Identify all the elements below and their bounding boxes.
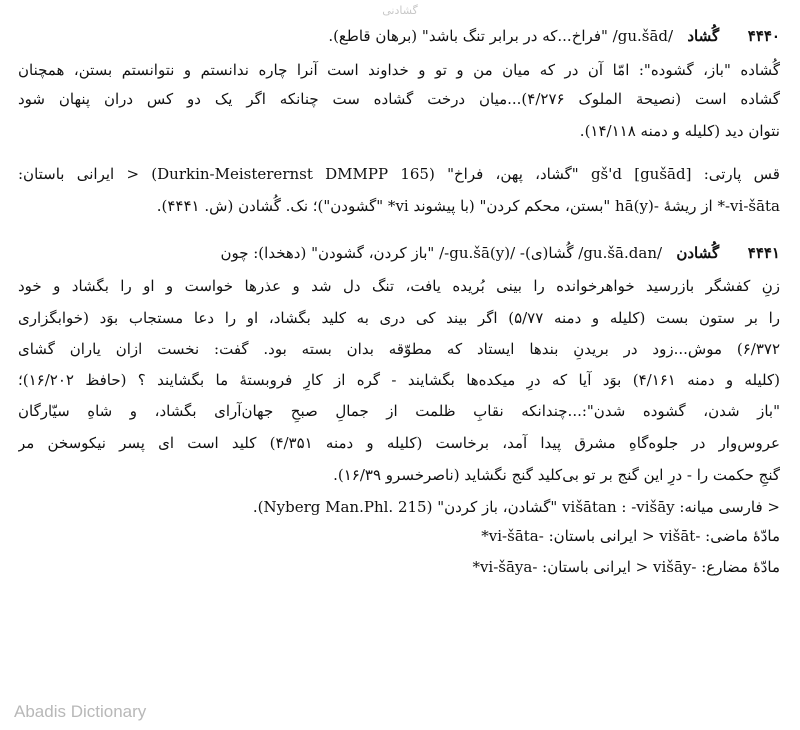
entry-line: ۶/۳۷۲) موش...زود در بریدنِ بندها ایستاد که مطوّقه بدان بسته بود. گفت: نخست ازان یاران گشای <box>18 340 780 358</box>
entry-line: (کلیله و دمنه ۴/۱۶۱) بوَد آیا که درِ میکده‌ها بگشایند - گره از کارِ فروبستهٔ ما بگشایند ؟ (حافظ ۱۶/۲۰۲)؛ <box>18 371 780 389</box>
entry-header-text: /gu.šād/ "فراخ...که در برابر تنگ باشد" (برهان قاطع). <box>328 27 674 45</box>
entry-header-4440 <box>200 24 780 48</box>
entry-line: مادّهٔ ماضی: -višāt < ایرانی باستان: -vi-šāta* <box>481 527 780 545</box>
brand-logo-text: Abadis Dictionary <box>14 702 147 721</box>
entry-number: ۴۴۴۰ <box>747 27 780 45</box>
entry-line: گُشاده "باز، گشوده": امّا آن در که میان من و تو و خداوند است آنرا چاره ندانستم و نتوانستم بستن، همچنان <box>18 61 780 79</box>
entry-line: زنِ کفشگر بازرسید خواهرخوانده را بینی بُریده یافت، تنگ دل شد و عذرها خواست و او را بگشاد و خود <box>18 277 780 295</box>
entry-line: "باز شدن، گشوده شدن":...چندانکه نقابِ ظلمت از جمالِ صبحِ جهان‌آرای بگشاد، و شاهِ سیّارگان <box>18 402 780 420</box>
entry-header-4441 <box>18 241 780 265</box>
entry-header-text: /gu.šā.dan/ گُشا(ی)- /gu.šā(y)-/ "باز کردن، گشودن" (دهخدا): چون <box>220 244 663 262</box>
entry-line: عروس‌وار در جلوه‌گاهِ مشرق پیدا آمد، برخاست (کلیله و دمنه ۴/۳۵۱) کلید است ای پسر نیکوسخن مر <box>18 434 780 452</box>
entry-line: نتوان دید (کلیله و دمنه ۱۴/۱۱۸). <box>579 122 780 140</box>
entry-line: قس پارتی: gš'd [gušād] "گشاد، پهن، فراخ" (Durkin-Meisterernst DMMPP 165) < ایرانی باستان: <box>18 165 780 183</box>
entry-line: گشاده است (نصیحة الملوک ۴/۲۷۶)...میان درخت گشاده ست چنانکه اگر یک دو کس دران پنهان شود <box>18 90 780 108</box>
entry-number: ۴۴۴۱ <box>747 244 780 262</box>
entry-line: vi-šāta-* از ریشهٔ -hā(y) "بستن، محکم کردن" (با پیشوند vi* "گشودن")؛ نک. گُشادن (ش. ۴۴۴۱). <box>156 197 780 215</box>
entry-line: < فارسی میانه: višātan : -višāy "گشادن، باز کردن" (Nyberg Man.Phl. 215). <box>252 498 780 516</box>
entry-line: را بر ستون بست (کلیله و دمنه ۵/۷۷) اگر بیند کی دری به کلید بگشاد، او را دعا مستجاب بوَد (خوابگزاری <box>18 309 780 327</box>
headword: گُشاد <box>687 27 720 45</box>
headword: گُشادن <box>676 244 720 262</box>
entry-line: مادّهٔ مضارع: -višāy < ایرانی باستان: -vi-šāya* <box>472 558 780 576</box>
entry-line: گنجِ حکمت را - درِ این گنج بر تو بی‌کلید گنج نگشاید (ناصرخسرو ۱۶/۳۹). <box>333 466 780 484</box>
watermark-text: گشادنی <box>382 4 418 17</box>
